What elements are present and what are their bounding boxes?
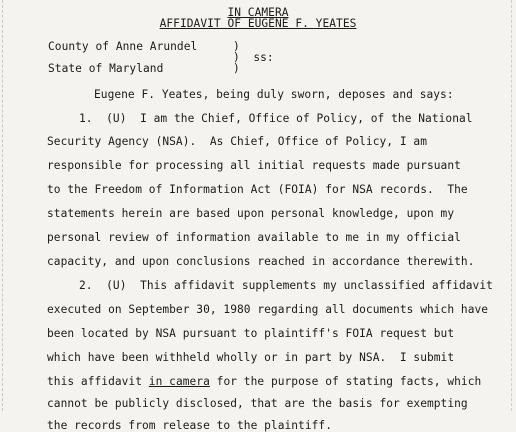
affidavit-title: AFFIDAVIT OF EUGENE F. YEATES: [159, 17, 357, 30]
para1-line: capacity, and upon conclusions reached in accordance therewith.: [47, 255, 475, 268]
para2-line: the records from release to the plaintiff.: [47, 419, 332, 432]
scan-edge-left: [2, 0, 4, 411]
text-span: for the purpose of stating facts, which: [209, 375, 482, 388]
venue-paren-bottom: ): [233, 62, 240, 75]
para2-line-in-camera: [47, 375, 481, 388]
intro-line: Eugene F. Yeates, being duly sworn, deposes and says:: [94, 88, 454, 101]
para1-line: responsible for processing all initial requests made pursuant: [47, 159, 461, 172]
para1-line: statements herein are based upon personal knowledge, upon my: [47, 207, 455, 220]
text-span: this affidavit: [47, 375, 149, 388]
classification-heading: IN CAMERA: [227, 6, 289, 19]
venue-state: State of Maryland: [48, 62, 164, 75]
para2-line: been located by NSA pursuant to plaintiff's FOIA request but: [47, 327, 455, 340]
venue-county: County of Anne Arundel: [48, 40, 198, 53]
para2-line: cannot be publicly disclosed, that are the basis for exempting: [47, 397, 468, 410]
para1-line: personal review of information available to me in my official: [47, 231, 461, 244]
para1-line: 1. (U) I am the Chief, Office of Policy, of the National: [79, 112, 473, 125]
venue-ss: ) ss:: [233, 51, 274, 64]
para2-line: executed on September 30, 1980 regarding all documents which have: [47, 303, 489, 316]
para2-line: which have been withheld wholly or in part by NSA. I submit: [47, 351, 455, 364]
para1-line: Security Agency (NSA). As Chief, Office of Policy, I am: [47, 135, 427, 148]
scan-edge-right: [511, 0, 513, 411]
para1-line: to the Freedom of Information Act (FOIA) for NSA records. The: [47, 183, 468, 196]
in-camera-underlined: in camera: [148, 375, 210, 388]
venue-paren-top: ): [233, 40, 240, 53]
para2-line: 2. (U) This affidavit supplements my unclassified affidavit: [79, 279, 493, 292]
